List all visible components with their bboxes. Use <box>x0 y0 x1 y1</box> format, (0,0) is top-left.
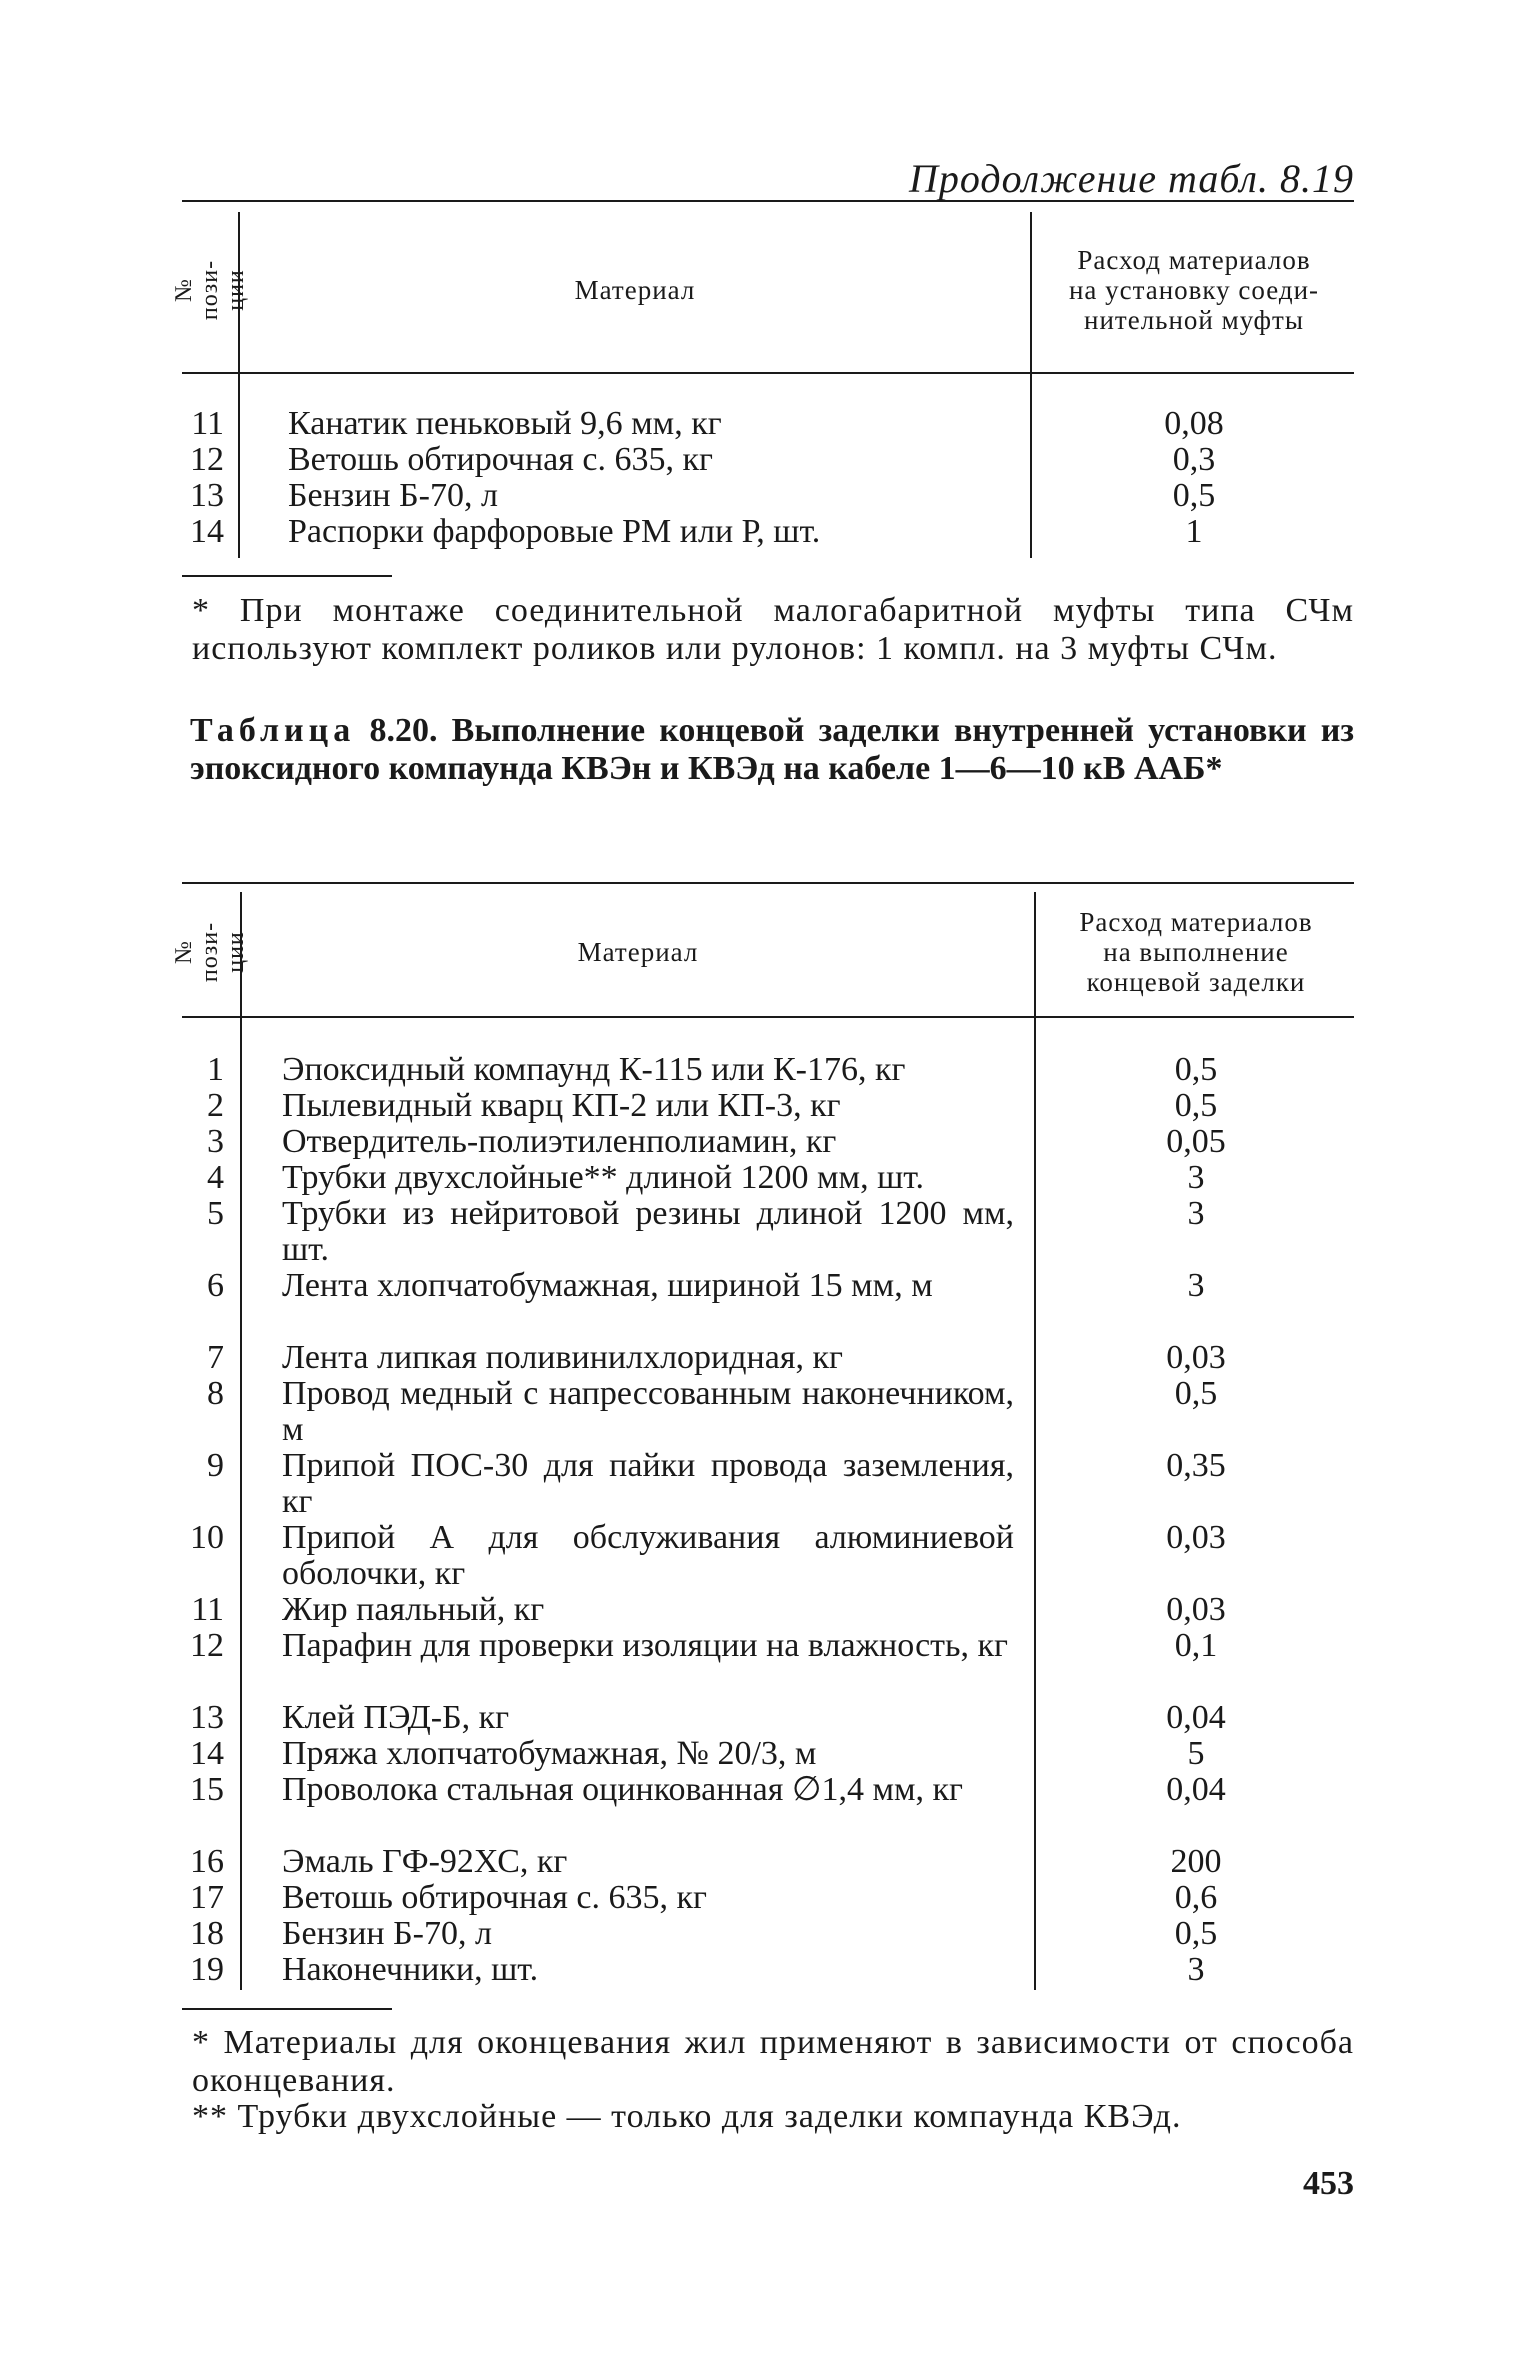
row-material: Припой ПОС-30 для пайки провода заземления, кг <box>282 1447 1014 1520</box>
position-column-header <box>171 212 249 368</box>
row-number: 15 <box>190 1771 224 1808</box>
row-material: Трубки двухслойные** длиной 1200 мм, шт. <box>282 1159 925 1196</box>
row-number: 17 <box>190 1879 224 1916</box>
footnote-rule <box>182 2008 392 2010</box>
row-number: 7 <box>207 1339 224 1376</box>
row-quantity: 0,3 <box>1172 441 1216 478</box>
row-number: 12 <box>190 1627 224 1664</box>
row-quantity: 3 <box>1187 1195 1205 1232</box>
row-material: Трубки из нейритовой резины длиной 1200 мм, шт. <box>282 1195 1014 1268</box>
row-quantity: 0,5 <box>1174 1087 1218 1124</box>
row-quantity: 0,1 <box>1174 1627 1218 1664</box>
table-8-19 <box>171 200 1354 560</box>
row-number: 2 <box>207 1087 224 1124</box>
caption-number: 8.20. <box>369 712 438 749</box>
row-number: 10 <box>190 1519 224 1556</box>
row-quantity: 0,5 <box>1174 1051 1218 1088</box>
row-number: 14 <box>190 1735 224 1772</box>
row-material: Бензин Б-70, л <box>282 1915 492 1952</box>
row-number: 11 <box>191 1591 224 1628</box>
column-divider <box>1030 212 1032 558</box>
row-number: 9 <box>207 1447 224 1484</box>
footnote-rule <box>182 575 392 577</box>
row-quantity: 3 <box>1187 1267 1205 1304</box>
row-number: 14 <box>190 513 224 550</box>
row-material: Припой А для обслуживания алюминиевой оболочки, кг <box>282 1519 1014 1592</box>
row-material: Клей ПЭД-Б, кг <box>282 1699 510 1736</box>
row-quantity: 0,5 <box>1174 1375 1218 1412</box>
caption-text: Выполнение концевой заделки внутренней установки из эпоксидного компаунда КВЭн и КВЭд на кабеле 1—6—10 кВ ААБ* <box>190 712 1355 787</box>
row-material: Парафин для проверки изоляции на влажность, кг <box>282 1627 1008 1664</box>
row-number: 1 <box>207 1051 224 1088</box>
footnote-1: * Материалы для оконцевания жил применяют в зависимости от способа оконцевания. <box>192 2024 1354 2099</box>
row-quantity: 5 <box>1187 1735 1205 1772</box>
row-quantity: 0,03 <box>1166 1519 1226 1556</box>
table-top-rule <box>182 882 1354 884</box>
footnote-2: ** Трубки двухслойные — только для заделки компаунда КВЭд. <box>192 2098 1182 2135</box>
row-material: Пылевидный кварц КП-2 или КП-3, кг <box>282 1087 841 1124</box>
material-column-header: Материал <box>577 936 699 967</box>
row-quantity: 0,04 <box>1166 1699 1226 1736</box>
header-rule <box>182 1016 1354 1018</box>
row-number: 12 <box>190 441 224 478</box>
row-material: Наконечники, шт. <box>282 1951 539 1988</box>
row-number: 19 <box>190 1951 224 1988</box>
row-number: 13 <box>190 477 224 514</box>
caption-label: Таблица <box>190 712 356 749</box>
position-header-text: № пози- ции <box>171 259 249 321</box>
row-quantity: 0,03 <box>1166 1591 1226 1628</box>
footnote-table-8-19: * При монтаже соединительной малогабаритной муфты типа СЧм используют комплект роликов или рулонов: 1 компл. на 3 муфты СЧм. <box>192 592 1354 667</box>
column-divider <box>240 892 242 1990</box>
row-material: Лента хлопчатобумажная, шириной 15 мм, м <box>282 1267 933 1304</box>
row-material: Отвердитель-полиэтиленполиамин, кг <box>282 1123 837 1160</box>
row-material: Проволока стальная оцинкованная ∅1,4 мм, кг <box>282 1771 963 1808</box>
header-rule <box>182 372 1354 374</box>
row-number: 18 <box>190 1915 224 1952</box>
row-quantity: 0,5 <box>1172 477 1216 514</box>
row-quantity: 0,03 <box>1166 1339 1226 1376</box>
table-top-rule <box>182 200 1354 202</box>
row-material: Бензин Б-70, л <box>288 477 498 514</box>
row-material: Канатик пеньковый 9,6 мм, кг <box>288 405 722 442</box>
row-material: Лента липкая поливинилхлоридная, кг <box>282 1339 843 1376</box>
row-material: Пряжа хлопчатобумажная, № 20/3, м <box>282 1735 817 1772</box>
consumption-column-header: Расход материалов на выполнение концевой заделки <box>1079 907 1313 997</box>
position-column-header <box>171 892 249 1012</box>
row-material: Распорки фарфоровые РМ или Р, шт. <box>288 513 821 550</box>
row-quantity: 0,5 <box>1174 1915 1218 1952</box>
page-number: 453 <box>1303 2165 1354 2202</box>
row-quantity: 0,04 <box>1166 1771 1226 1808</box>
position-header-text: № пози- ции <box>171 921 249 983</box>
table-8-20 <box>171 882 1354 2000</box>
row-quantity: 1 <box>1185 513 1203 550</box>
row-quantity: 0,08 <box>1164 405 1224 442</box>
continuation-label: Продолжение табл. 8.19 <box>908 156 1354 201</box>
row-quantity: 0,6 <box>1174 1879 1218 1916</box>
material-column-header: Материал <box>574 274 696 305</box>
row-quantity: 3 <box>1187 1951 1205 1988</box>
row-number: 3 <box>207 1123 224 1160</box>
row-quantity: 0,05 <box>1166 1123 1226 1160</box>
row-number: 8 <box>207 1375 224 1412</box>
row-material: Провод медный с напрессованным наконечником, м <box>282 1375 1014 1448</box>
row-number: 13 <box>190 1699 224 1736</box>
row-material: Эмаль ГФ-92ХС, кг <box>282 1843 568 1880</box>
row-number: 6 <box>207 1267 224 1304</box>
row-quantity: 200 <box>1170 1843 1222 1880</box>
row-material: Жир паяльный, кг <box>282 1591 545 1628</box>
consumption-column-header: Расход материалов на установку соеди- нительной муфты <box>1068 245 1320 335</box>
row-number: 11 <box>191 405 224 442</box>
row-quantity: 3 <box>1187 1159 1205 1196</box>
row-number: 5 <box>207 1195 224 1232</box>
row-material: Ветошь обтирочная с. 635, кг <box>288 441 713 478</box>
row-material: Ветошь обтирочная с. 635, кг <box>282 1879 707 1916</box>
table-caption <box>190 712 1354 788</box>
column-divider <box>1034 892 1036 1990</box>
row-material: Эпоксидный компаунд К-115 или К-176, кг <box>282 1051 906 1088</box>
row-number: 4 <box>207 1159 224 1196</box>
row-quantity: 0,35 <box>1166 1447 1226 1484</box>
row-number: 16 <box>190 1843 224 1880</box>
